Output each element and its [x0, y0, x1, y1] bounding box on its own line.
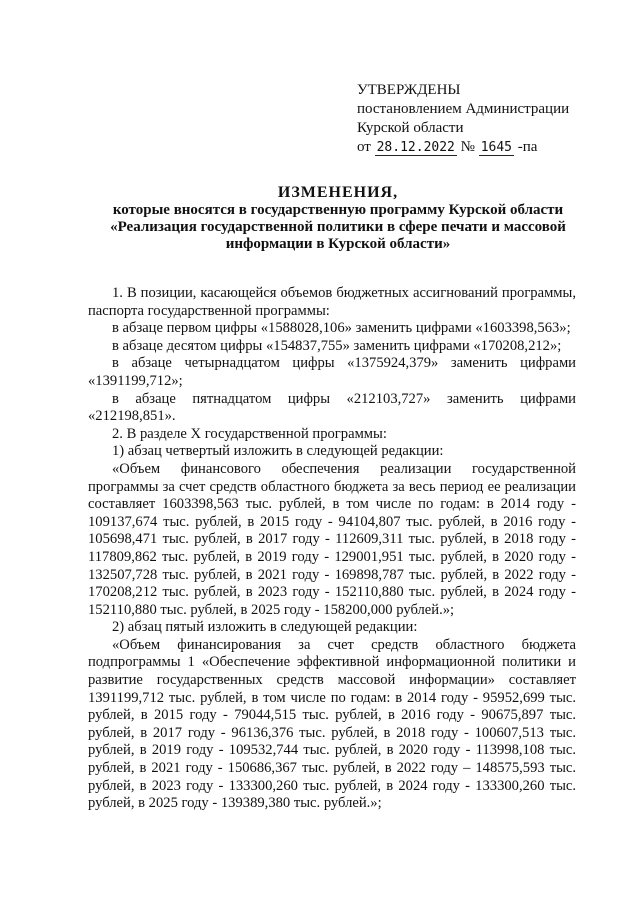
paragraph-quote-1: «Объем финансового обеспечения реализации государственной программы за счет средств областного бюджета за весь период ее реализации составляет 1603398,563 тыс. рублей, в том числе по годам: в 2014 году - 109137,674 тыс. рублей, в 2015 году - 94104,807 тыс. рублей, в 2016 году - 105698,471 тыс. рублей, в 2017 году - 112609,311 тыс. рублей, в 2018 году - 117809,862 тыс. рублей, в 2019 году - 129001,951 тыс. рублей, в 2020 году - 132507,728 тыс. рублей, в 2021 году - 169898,787 тыс. рублей, в 2022 году - 170208,212 тыс. рублей, в 2023 году - 152110,880 тыс. рублей, в 2024 году - 152110,880 тыс. рублей, в 2025 году - 158200,000 рублей.»;	[88, 460, 576, 618]
paragraph-abzac-15: в абзаце пятнадцатом цифры «212103,727» заменить цифрами «212198,851».	[88, 390, 576, 425]
approval-line-region: Курской области	[357, 120, 464, 136]
paragraph-abzac-10: в абзаце десятом цифры «154837,755» заменить цифрами «170208,212»;	[112, 337, 562, 354]
paragraph-item-2: 2. В разделе X государственной программы:	[112, 425, 387, 442]
approval-heading: УТВЕРЖДЕНЫ	[357, 82, 461, 98]
title-line-2: которые вносятся в государственную программу Курской области	[112, 202, 564, 218]
title-line-4: информации в Курской области»	[225, 236, 451, 252]
number-suffix: -па	[517, 139, 538, 155]
paragraph-abzac-14: в абзаце четырнадцатом цифры «1375924,379» заменить цифрами «1391199,712»;	[88, 355, 576, 389]
approval-line-decree: постановлением Администрации	[357, 101, 570, 117]
decree-date: 28.12.2022	[376, 140, 455, 155]
paragraph-subitem-2: 2) абзац пятый изложить в следующей редакции:	[112, 619, 418, 636]
approval-date-line	[357, 138, 617, 157]
paragraph-item-1: 1. В позиции, касающейся объемов бюджетных ассигнований программы, паспорта государственной программы:	[88, 285, 576, 319]
paragraph-quote-2: «Объем финансирования за счет средств областного бюджета подпрограммы 1 «Обеспечение эффективной информационной политики и развитие государственных средств массовой информации» составляет 1391199,712 тыс. рублей, в том числе по годам: в 2014 году - 95952,699 тыс. рублей, в 2015 году - 79044,515 тыс. рублей, в 2016 году - 90675,897 тыс. рублей, в 2017 году - 96136,376 тыс. рублей, в 2018 году - 100607,513 тыс. рублей, в 2019 году - 109532,744 тыс. рублей, в 2020 году - 113998,108 тыс. рублей, в 2021 году - 150686,367 тыс. рублей, в 2022 году – 148575,593 тыс. рублей, в 2023 году - 133300,260 тыс. рублей, в 2024 году - 133300,260 тыс. рублей, в 2025 году - 139389,380 тыс. рублей.»;	[88, 636, 576, 812]
document-body	[88, 285, 576, 813]
date-prefix: от	[357, 139, 371, 155]
paragraph-subitem-1: 1) абзац четвертый изложить в следующей редакции:	[112, 443, 444, 460]
number-prefix: №	[460, 139, 475, 155]
paragraph-abzac-1: в абзаце первом цифры «1588028,106» заменить цифрами «1603398,563»;	[112, 320, 571, 337]
title-line-3: «Реализация государственной политики в сфере печати и массовой	[110, 219, 566, 235]
document-title	[80, 184, 596, 253]
title-main: ИЗМЕНЕНИЯ,	[277, 184, 399, 201]
approval-block	[357, 81, 617, 157]
decree-number: 1645	[480, 140, 513, 155]
